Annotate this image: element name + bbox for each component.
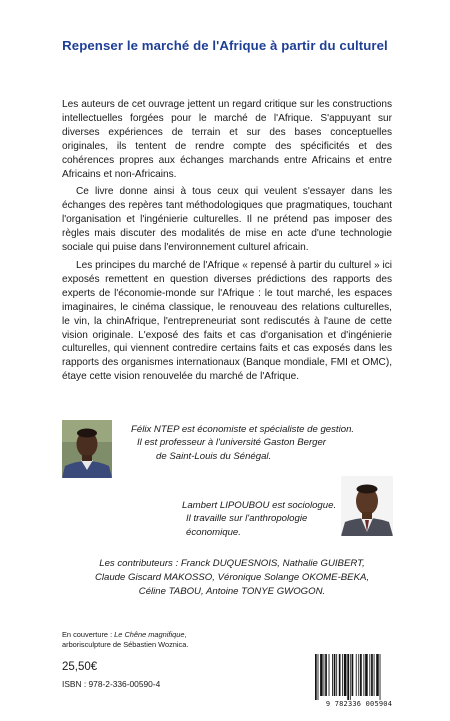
cover-credit [62,630,188,650]
contributors-line1: Les contributeurs : Franck DUQUESNOIS, Nathalie GUIBERT, [99,558,365,569]
author1-bio-line3: de Saint-Louis du Sénégal. [156,450,272,462]
ean-barcode [313,654,405,700]
author2-bio [182,499,342,539]
summary-paragraph-1: Les auteurs de cet ouvrage jettent un regard critique sur les constructions intellectuelles forgées pour le marché de l'Afrique. S'appuyant sur diverses expériences de terrain et sur des bases conceptuelles originales, ils tentent de rendre compte des spécificités et des cohérences propres aux échanges marchands entre Africains et entre Africains et non-Africains. [62,99,392,180]
back-cover-title: Repenser le marché de l'Afrique à partir du culturel [62,38,388,53]
barcode-number: 9 782336 005904 [325,700,393,708]
cover-credit-prefix: En couverture : [62,630,115,639]
author1-bio-line2: Il est professeur à l'université Gaston Berger [137,437,326,449]
author2-bio-line1: Lambert LIPOUBOU est sociologue. [182,500,337,511]
author-photo-lambert-lipoubou [341,476,393,536]
summary-paragraph-3: Les principes du marché de l'Afrique « repensé à partir du culturel » ici exposés remettent en question diverses prédictions des rapports des experts de l'économie-monde sur l'Afrique : le tout marché, les espaces imaginaires, le cinéma classique, le renouveau des relations culturelles, le vin, la chinAfrique, l'entrepreneuriat sont rediscutés à l'aune de cette vision originale. L'exposé des faits et cas d'organisation et d'ingénierie culturelles, qui viennent contredire certains faits et cas exposés dans les rapports des organismes internationaux (Banque mondiale, FMI et OMC), étaye cette vision renouvelée du marché de l'Afrique. [62,259,392,383]
cover-credit-line2: arborisculpture de Sébastien Woznica. [62,640,189,649]
author1-bio [131,423,381,463]
isbn: ISBN : 978-2-336-00590-4 [62,679,161,689]
contributors-line2: Claude Giscard MAKOSSO, Véronique Solange OKOME-BEKA, [94,572,370,583]
author1-bio-line1: Félix NTEP est économiste et spécialiste de gestion. [131,424,355,435]
contributors [62,557,402,599]
summary-text [62,98,392,388]
author-photo-felix-ntep [62,420,112,478]
price: 25,50€ [62,661,98,673]
cover-credit-suffix: , [184,630,187,639]
summary-paragraph-2: Ce livre donne ainsi à tous ceux qui veulent s'essayer dans les échanges des repères tant méthodologiques que pragmatiques, touchant l'organisation et l'ingénierie culturelles. Il ne prétend pas imposer des règles mais discuter des modalités de mise en acte d'une technologie sociale qui puise dans l'environnement culturel africain. [62,186,392,254]
author2-bio-line2: Il travaille sur l'anthropologie économique. [186,513,308,538]
cover-credit-work: Le Chêne magnifique [114,630,185,639]
contributors-line3: Céline TABOU, Antoine TONYE GWOGON. [138,586,326,597]
